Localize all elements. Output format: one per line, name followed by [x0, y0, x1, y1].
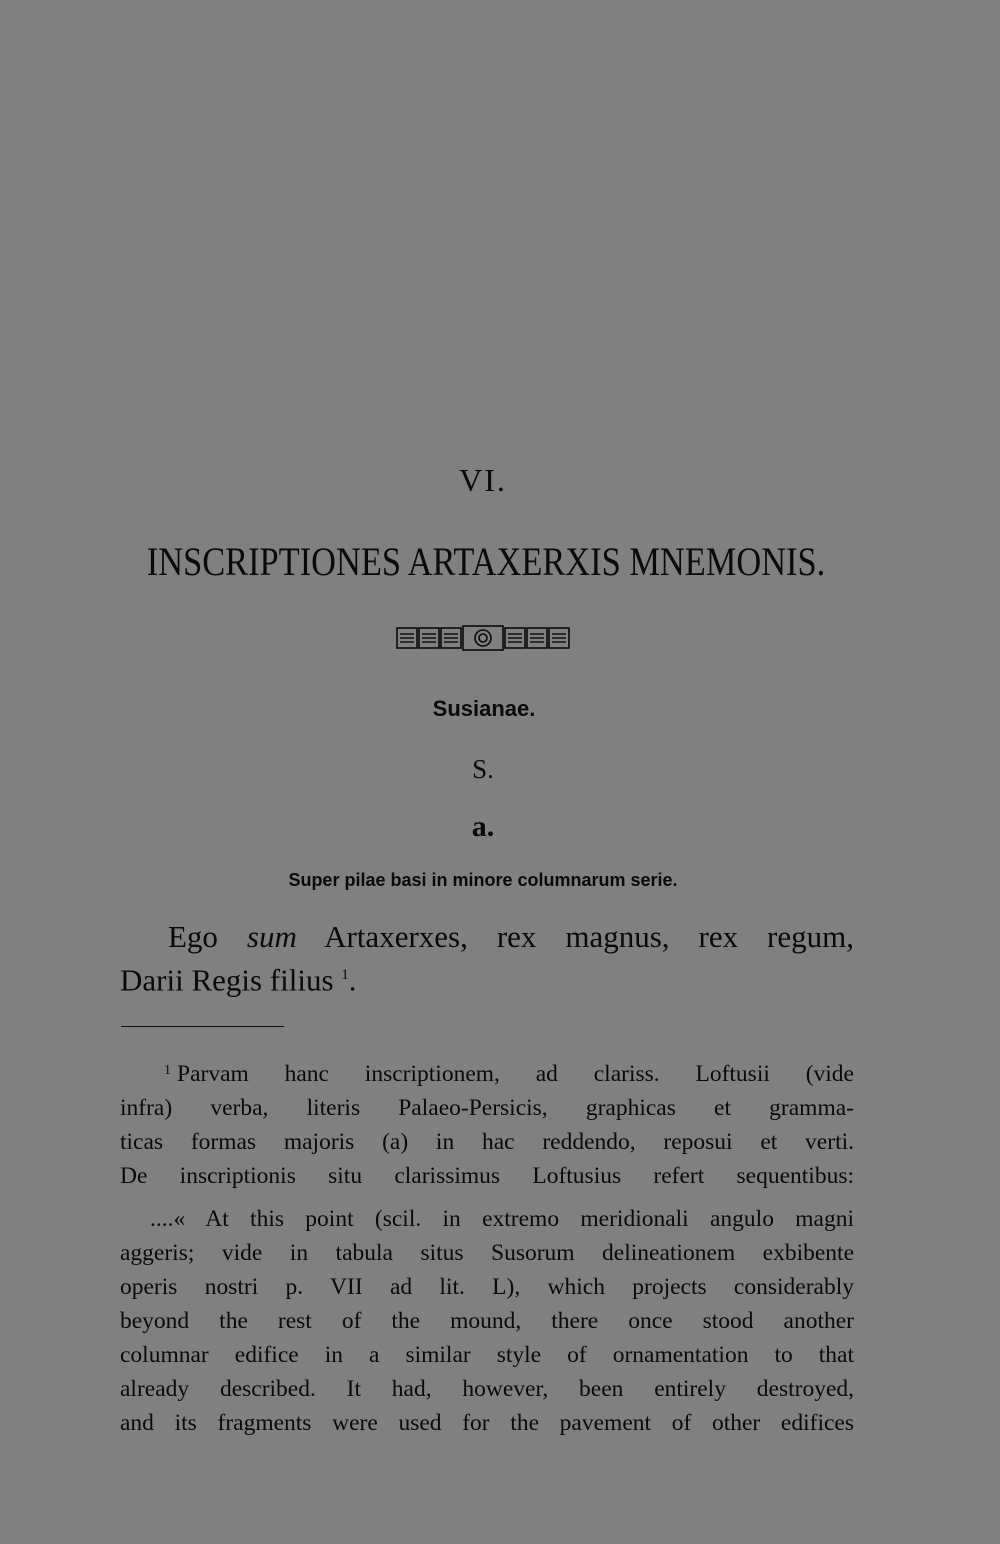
inscription-italic-word: sum	[246, 919, 297, 954]
footnote-line: infra) verba, literis Palaeo-Persicis, graphicas et gramma-	[120, 1095, 854, 1121]
page-title: INSCRIPTIONES ARTAXERXIS MNEMONIS.	[146, 539, 826, 584]
inscription-text-run: .	[348, 962, 357, 998]
footnote-line-text: Parvam hanc inscriptionem, ad clariss. Loftusii (vide	[177, 1061, 854, 1087]
footnote-marker: 1	[164, 1063, 171, 1078]
quotation-line: beyond the rest of the mound, there once stood another	[120, 1308, 854, 1334]
subsiglum: a.	[471, 810, 495, 843]
footnote-reference: 1	[341, 967, 349, 983]
quotation-line: ....« At this point (scil. in extremo meridionali angulo magni	[150, 1206, 854, 1232]
siglum: S.	[472, 754, 494, 784]
inscription-line	[120, 956, 854, 999]
footnote-line: De inscriptionis situ clarissimus Loftusius refert sequentibus:	[120, 1163, 854, 1189]
footnote-line	[120, 1054, 854, 1091]
decorative-ornament-icon	[396, 624, 570, 652]
quotation-line: aggeris; vide in tabula situs Susorum delineationem exbibente	[120, 1240, 854, 1266]
quotation	[120, 1202, 854, 1440]
quotation-line: columnar edifice in a similar style of ornamentation to that	[120, 1342, 854, 1368]
quotation-line: and its fragments were used for the pavement of other edifices	[120, 1410, 854, 1436]
footnote-divider	[121, 1026, 284, 1027]
section-number: VI.	[459, 462, 507, 498]
subheading: Susianae.	[432, 696, 536, 721]
inscription-text-run: Darii Regis filius	[120, 962, 334, 998]
inscription-text	[120, 918, 854, 999]
quotation-line: operis nostri p. VII ad lit. L), which projects considerably	[120, 1274, 854, 1300]
quotation-line: already described. It had, however, been entirely destroyed,	[120, 1376, 854, 1402]
inscription-text-run: Artaxerxes, rex magnus, rex regum,	[296, 919, 855, 954]
inscription-line	[120, 918, 854, 956]
footnote-line: ticas formas majoris (a) in hac reddendo, reposui et verti.	[120, 1129, 854, 1155]
footnote	[120, 1054, 854, 1193]
location-note: Super pilae basi in minore columnarum serie.	[288, 870, 678, 890]
inscription-text-run: Ego	[168, 919, 247, 954]
